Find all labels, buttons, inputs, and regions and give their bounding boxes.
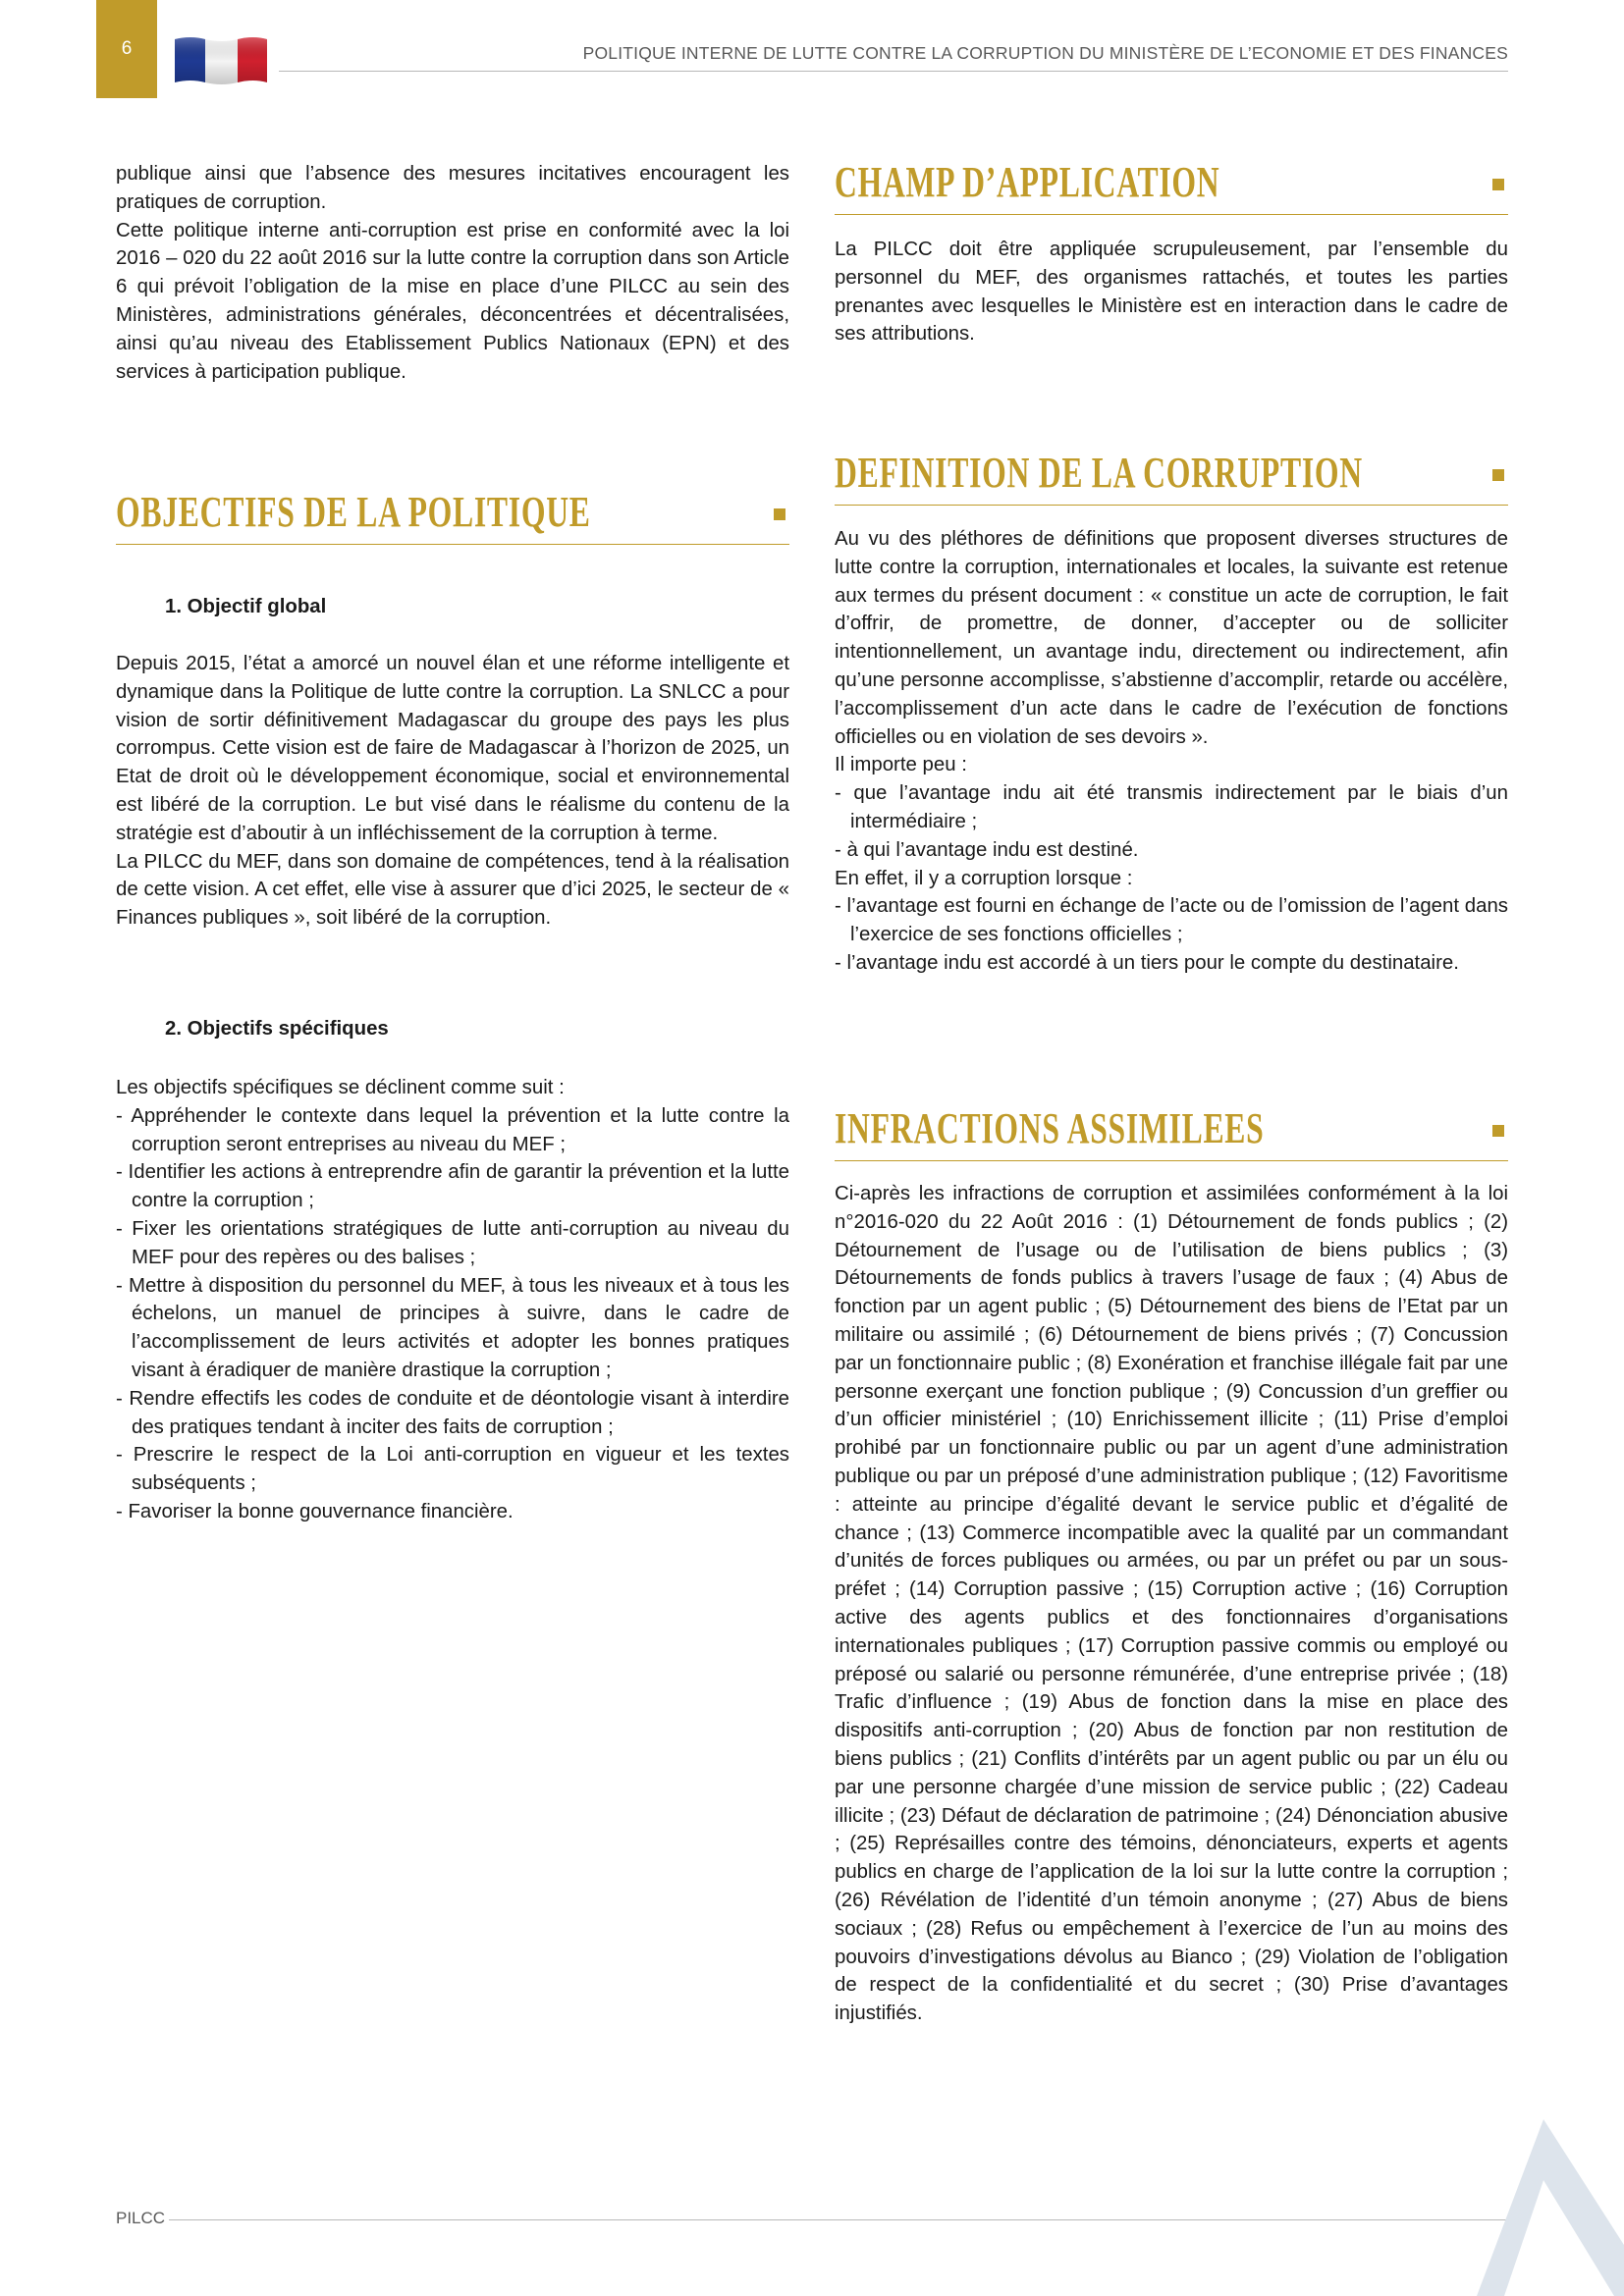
- decorative-chevron: [1329, 2070, 1624, 2296]
- section-title: OBJECTIFS DE LA POLITIQUE: [116, 488, 591, 536]
- header-divider: [279, 71, 1508, 72]
- list-intro: Les objectifs spécifiques se déclinent comme suit :: [116, 1077, 565, 1098]
- footer-divider: [169, 2219, 1508, 2220]
- paragraph: En effet, il y a corruption lorsque :: [835, 867, 1133, 889]
- document-title: POLITIQUE INTERNE DE LUTTE CONTRE LA CORRUPTION DU MINISTÈRE DE L’ECONOMIE ET DES FINANCES: [582, 43, 1508, 63]
- section-underline: [116, 544, 789, 545]
- footer-label: PILCC: [116, 2209, 166, 2227]
- france-flag-icon: [173, 33, 269, 88]
- list-item: - à qui l’avantage indu est destiné.: [835, 838, 1139, 861]
- subheading: 2. Objectifs spécifiques: [165, 1018, 389, 1040]
- paragraph: Depuis 2015, l’état a amorcé un nouvel élan et une réforme intelligente et dynamique dans la Politique de lutte contre la corruption. La SNLCC a pour vision de sortir définitivement Madagascar du groupe des pays les plus corrompus. Cette vision est de faire de Madagascar à l’horizon de 2025, un Etat de droit où le développement économique, social et environnemental est libéré de la corruption. Le but visé dans le réalisme du contenu de la stratégie est d’aboutir à un infléchissement de la corruption à terme.: [116, 653, 789, 844]
- gold-square-marker: [1492, 179, 1504, 190]
- section-title: DEFINITION DE LA CORRUPTION: [835, 449, 1363, 497]
- section-heading-definition: [835, 448, 1508, 506]
- list-item: - Favoriser la bonne gouvernance financière.: [116, 1500, 514, 1522]
- section-heading-infractions: [835, 1103, 1508, 1161]
- list-item: - l’avantage indu est accordé à un tiers pour le compte du destinataire.: [835, 951, 1459, 974]
- list-item: - Rendre effectifs les codes de conduite et de déontologie visant à interdire des pratiques tendant à inciter des faits de corruption ;: [116, 1387, 789, 1438]
- list-item: - Identifier les actions à entreprendre afin de garantir la prévention et la lutte contre la corruption ;: [116, 1161, 789, 1212]
- objectif-global-section: [116, 593, 789, 933]
- section-underline: [835, 1160, 1508, 1161]
- section-underline: [835, 214, 1508, 215]
- paragraph: Ci-après les infractions de corruption et assimilées conformément à la loi n°2016-020 du 22 Août 2016 : (1) Détournement de fonds publics ; (2) Détournement de l’usage ou de l’utilisation de biens publics ; (3) Détournements de fonds publics à travers l’usage de faux ; (4) Abus de fonction par un agent public ; (5) Détournement des biens de l’Etat par un militaire ou assimilé ; (6) Détournement de biens privés ; (7) Concussion par un fonctionnaire public ; (8) Exonération et franchise illégale fait par une personne exerçant une fonction publique ; (9) Concussion d’un greffier ou d’un officier ministériel ; (10) Enrichissement illicite ; (11) Prise d’emploi prohibé par un fonctionnaire public ou par un agent d’une administration publique ou par un préposé d’une administration publique ; (12) Favoritisme : atteinte au principe d’égalité devant le service public et d’égalité de chance ; (13) Commerce incompatible avec la qualité par un commandant d’unités de forces publiques ou armées, ou par un préfet ou par un sous-préfet ; (14) Corruption passive ; (15) Corruption active ; (16) Corruption active des agents publics et des fonctionnaires d’organisations internationales publiques ; (17) Corruption passive commis ou employé ou préposé ou salarié ou personne rémunérée, d’une entreprise privée ; (18) Trafic d’influence ; (19) Abus de fonction dans la mise en place des dispositifs anti-corruption ; (20) Abus de fonction par non restitution de biens publics ; (21) Conflits d’intérêts par un agent public ou par un élu ou par une personne chargée d’une mission de service public ; (22) Cadeau illicite ; (23) Défaut de déclaration de patrimoine ; (24) Dénonciation abusive ; (25) Représailles contre des témoins, dénonciateurs, experts et agents publics en charge de l’application de la loi sur la lutte contre la corruption ; (26) Révélation de l’identité d’un témoin anonyme ; (27) Abus de biens sociaux ; (28) Refus ou empêchement à l’exercice de l’un au moins des pouvoirs d’investigations dévolus au Bianco ; (29) Violation de l’obligation de respect de la confidentialité et du secret ; (30) Prise d’avantages injustifiés.: [835, 1183, 1508, 2025]
- section-heading-objectifs: [116, 487, 789, 545]
- page-number: 6: [96, 0, 157, 98]
- section-title: CHAMP D’APPLICATION: [835, 158, 1220, 206]
- list-item: - Mettre à disposition du personnel du MEF, à tous les niveaux et à tous les échelons, un manuel de principes à suivre, dans le cadre de l’accomplissement de leurs activités et adopter les bonnes pratiques visant à éradiquer de manière drastique la corruption ;: [116, 1274, 789, 1381]
- paragraph: La PILCC doit être appliquée scrupuleusement, par l’ensemble du personnel du MEF, des organismes rattachés, et toutes les parties prenantes avec lesquelles le Ministère est en interaction dans le cadre de ses attributions.: [835, 239, 1508, 346]
- list-item: - Fixer les orientations stratégiques de lutte anti-corruption au niveau du MEF pour des repères ou des balises ;: [116, 1217, 789, 1268]
- section-title: INFRACTIONS ASSIMILEES: [835, 1104, 1265, 1152]
- gold-square-marker: [774, 508, 785, 520]
- infractions-text: [835, 1180, 1508, 2028]
- subheading: 1. Objectif global: [165, 596, 327, 617]
- gold-square-marker: [1492, 469, 1504, 481]
- paragraph: Il importe peu :: [835, 754, 967, 776]
- list-item: - Appréhender le contexte dans lequel la prévention et la lutte contre la corruption seront entreprises au niveau du MEF ;: [116, 1104, 789, 1155]
- list-item: - que l’avantage indu ait été transmis indirectement par le biais d’un intermédiaire ;: [835, 782, 1508, 832]
- definition-text: [835, 525, 1508, 978]
- paragraph: Au vu des pléthores de définitions que proposent diverses structures de lutte contre la corruption, internationales et locales, la suivante est retenue aux termes du présent document : « constitue un acte de corruption, le fait d’offrir, de promettre, de donner, d’accepter ou de solliciter intentionnellement, un avantage indu, directement ou indirectement, afin qu’une personne accomplisse, s’abstienne d’accomplir, retarde ou accélère, l’accomplissement d’un acte dans le cadre de l’exécution de fonctions officielles ou en violation de ses devoirs ».: [835, 528, 1508, 748]
- section-heading-champ: [835, 157, 1508, 215]
- gold-square-marker: [1492, 1125, 1504, 1137]
- section-underline: [835, 505, 1508, 506]
- intro-paragraph: Cette politique interne anti-corruption est prise en conformité avec la loi 2016 – 020 du 22 août 2016 sur la lutte contre la corruption dans son Article 6 qui prévoit l’obligation de la mise en place d’une PILCC au sein des Ministères, administrations générales, déconcentrées et décentralisées, ainsi qu’au niveau des Etablissement Publics Nationaux (EPN) et des services à participation publique.: [116, 219, 789, 383]
- intro-paragraph: publique ainsi que l’absence des mesures incitatives encouragent les pratiques de corruption.: [116, 163, 789, 213]
- champ-text: [835, 236, 1508, 348]
- list-item: - l’avantage est fourni en échange de l’acte ou de l’omission de l’agent dans l’exercice de ses fonctions officielles ;: [835, 895, 1508, 946]
- objectifs-specifiques-section: [116, 1015, 789, 1526]
- intro-text: [116, 160, 789, 386]
- list-item: - Prescrire le respect de la Loi anti-corruption en vigueur et les textes subséquents ;: [116, 1444, 789, 1495]
- paragraph: La PILCC du MEF, dans son domaine de compétences, tend à la réalisation de cette vision. A cet effet, elle vise à assurer que d’ici 2025, le secteur de « Finances publiques », soit libéré de la corruption.: [116, 850, 789, 930]
